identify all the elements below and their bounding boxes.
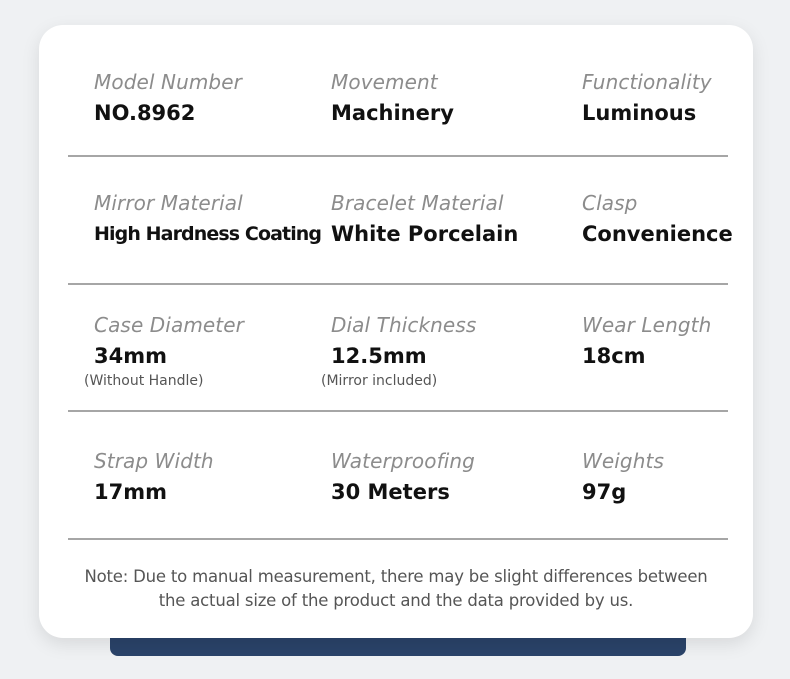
spec-functionality <box>582 69 712 127</box>
spec-label: Waterproofing <box>331 449 475 473</box>
spec-wear-length <box>582 312 711 370</box>
spec-subnote: (Mirror included) <box>321 373 438 389</box>
note-line-2: the actual size of the product and the data provided by us. <box>158 591 634 610</box>
spec-label: Wear Length <box>582 313 712 337</box>
spec-value: 97g <box>582 480 627 504</box>
spec-label: Case Diameter <box>94 313 244 337</box>
spec-value: 30 Meters <box>331 480 450 504</box>
spec-subnote: (Without Handle) <box>84 373 204 389</box>
spec-movement <box>331 69 454 127</box>
spec-weights <box>582 448 664 506</box>
spec-value: Luminous <box>582 101 697 125</box>
spec-label: Strap Width <box>94 449 214 473</box>
spec-label: Movement <box>331 70 438 94</box>
spec-value: 17mm <box>94 480 167 504</box>
spec-value: 18cm <box>582 344 646 368</box>
row-divider <box>68 538 728 540</box>
row-divider <box>68 283 728 285</box>
spec-dial-thickness <box>321 312 477 390</box>
spec-label: Bracelet Material <box>331 191 504 215</box>
spec-mirror-material <box>94 190 321 248</box>
spec-bracelet-material <box>331 190 518 248</box>
spec-model-number <box>94 69 242 127</box>
row-divider <box>68 155 728 157</box>
spec-value: 34mm <box>94 344 167 368</box>
spec-label: Mirror Material <box>94 191 243 215</box>
measurement-note <box>39 565 753 613</box>
spec-card <box>39 25 753 638</box>
spec-value: Convenience <box>582 222 733 246</box>
spec-value: NO.8962 <box>94 101 196 125</box>
spec-label: Clasp <box>582 191 638 215</box>
spec-strap-width <box>94 448 214 506</box>
spec-waterproofing <box>331 448 475 506</box>
spec-label: Model Number <box>94 70 242 94</box>
spec-value: White Porcelain <box>331 222 519 246</box>
spec-label: Functionality <box>582 70 712 94</box>
row-divider <box>68 410 728 412</box>
spec-label: Weights <box>582 449 664 473</box>
spec-clasp <box>582 190 733 248</box>
spec-value: Machinery <box>331 101 454 125</box>
spec-case-diameter <box>84 312 244 390</box>
spec-label: Dial Thickness <box>331 313 477 337</box>
spec-value: 12.5mm <box>331 344 427 368</box>
note-line-1: Note: Due to manual measurement, there may be slight differences between <box>84 567 708 586</box>
spec-value: High Hardness Coating <box>94 223 322 245</box>
